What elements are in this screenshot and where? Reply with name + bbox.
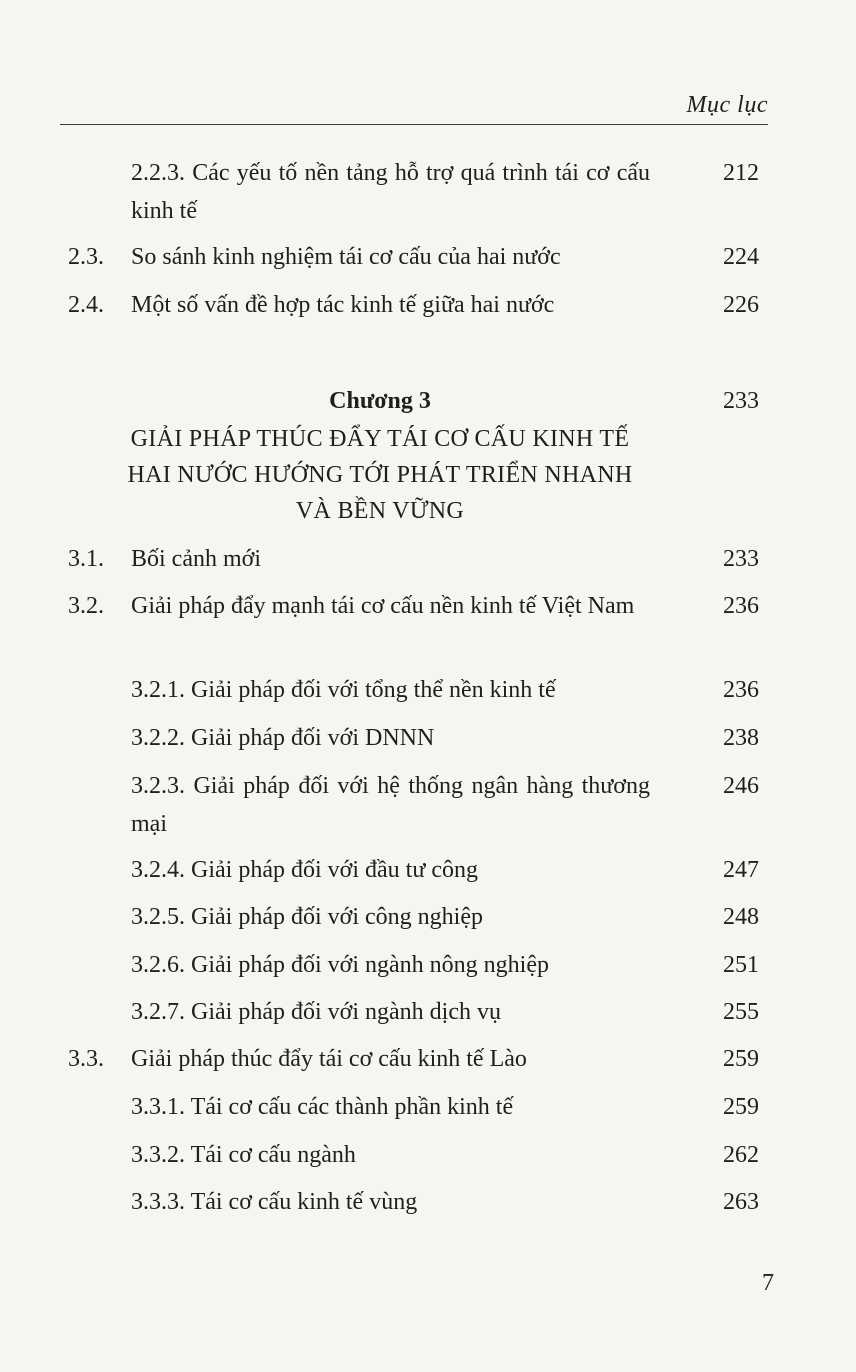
toc-entry-title: Bối cảnh mới bbox=[131, 546, 262, 572]
toc-entry-title: Giải pháp đẩy mạnh tái cơ cấu nền kinh tế Việt Nam bbox=[131, 593, 635, 619]
toc-entry[interactable] bbox=[0, 851, 856, 891]
toc-entry-number: 3.2.5. bbox=[131, 904, 185, 930]
toc-entry[interactable] bbox=[0, 946, 856, 986]
toc-entry-number: 2.4. bbox=[68, 292, 104, 318]
toc-entry-number: 3.3.2. bbox=[131, 1142, 185, 1168]
toc-entry-number: 3.3.1. bbox=[131, 1094, 185, 1120]
toc-entry-text bbox=[131, 154, 650, 230]
toc-entry-number: 2.3. bbox=[68, 244, 104, 270]
toc-entry-text bbox=[131, 719, 691, 757]
toc-entry[interactable] bbox=[0, 1136, 856, 1176]
toc-entry[interactable] bbox=[0, 587, 856, 667]
toc-entry-number: 3.2.4. bbox=[131, 857, 185, 883]
toc-entry-title: Giải pháp đối với ngành dịch vụ bbox=[191, 999, 501, 1025]
chapter-page: 233 bbox=[723, 388, 759, 414]
toc-entry-text bbox=[131, 1136, 691, 1174]
toc-entry-title: Giải pháp đối với DNNN bbox=[191, 725, 435, 751]
toc-entry-page: 212 bbox=[723, 160, 759, 186]
toc-entry-text bbox=[131, 671, 691, 709]
toc-entry-page: 259 bbox=[723, 1094, 759, 1120]
toc-entry-page: 236 bbox=[723, 593, 759, 619]
toc-entry[interactable] bbox=[0, 898, 856, 938]
toc-entry-page: 255 bbox=[723, 999, 759, 1025]
toc-entry-number: 2.2.3. bbox=[131, 160, 185, 186]
toc-entry-page: 236 bbox=[723, 677, 759, 703]
toc-entry-page: 247 bbox=[723, 857, 759, 883]
toc-entry-title: So sánh kinh nghiệm tái cơ cấu của hai nước bbox=[131, 244, 561, 270]
toc-entry-title: Giải pháp thúc đẩy tái cơ cấu kinh tế Lào bbox=[131, 1046, 527, 1072]
toc-entry-title: Các yếu tố nền tảng hỗ trợ quá trình tái cơ cấu kinh tế bbox=[131, 160, 650, 224]
toc-entry-page: 246 bbox=[723, 773, 759, 799]
toc-entry-number: 3.2.2. bbox=[131, 725, 185, 751]
toc-entry-page: 224 bbox=[723, 244, 759, 270]
toc-entry-title: Giải pháp đối với đầu tư công bbox=[191, 857, 478, 883]
toc-entry-number: 3.2.7. bbox=[131, 999, 185, 1025]
chapter-label: Chương 3 bbox=[329, 388, 431, 414]
toc-entry-page: 238 bbox=[723, 725, 759, 751]
toc-entry-text bbox=[131, 946, 691, 984]
toc-entry-text bbox=[131, 1183, 691, 1221]
toc-entry[interactable] bbox=[0, 1040, 856, 1080]
toc-entry-number: 3.2. bbox=[68, 593, 104, 619]
toc-entry-page: 226 bbox=[723, 292, 759, 318]
toc-entry[interactable] bbox=[0, 540, 856, 580]
toc-entry-page: 262 bbox=[723, 1142, 759, 1168]
toc-entry[interactable] bbox=[0, 1088, 856, 1128]
toc-entry-title: Giải pháp đối với công nghiệp bbox=[191, 904, 483, 930]
chapter-title-line: GIẢI PHÁP THÚC ĐẨY TÁI CƠ CẤU KINH TẾ bbox=[130, 426, 630, 452]
toc-entry-number: 3.1. bbox=[68, 546, 104, 572]
toc-entry-text bbox=[131, 993, 691, 1031]
toc-entry[interactable] bbox=[0, 286, 856, 326]
toc-entry[interactable] bbox=[0, 993, 856, 1033]
toc-entry-page: 248 bbox=[723, 904, 759, 930]
toc-entry[interactable] bbox=[0, 671, 856, 711]
toc-entry-page: 263 bbox=[723, 1189, 759, 1215]
toc-entry-number: 3.2.3. bbox=[131, 773, 185, 799]
toc-entry-title: Giải pháp đối với tổng thể nền kinh tế bbox=[191, 677, 556, 703]
running-header-title: Mục lục bbox=[686, 92, 768, 118]
toc-entry-title: Một số vấn đề hợp tác kinh tế giữa hai nước bbox=[131, 292, 555, 318]
toc-entry-page: 233 bbox=[723, 546, 759, 572]
toc-entry-title: Tái cơ cấu ngành bbox=[190, 1142, 356, 1168]
toc-entry-title: Giải pháp đối với hệ thống ngân hàng thương mại bbox=[131, 773, 651, 837]
toc-entry-title: Tái cơ cấu các thành phần kinh tế bbox=[190, 1094, 514, 1120]
page-number: 7 bbox=[762, 1270, 774, 1296]
chapter-title-line: VÀ BỀN VỮNG bbox=[295, 498, 465, 524]
toc-entry-number: 3.3. bbox=[68, 1046, 104, 1072]
toc-entry[interactable] bbox=[0, 238, 856, 278]
toc-entry-number: 3.2.6. bbox=[131, 952, 185, 978]
toc-entry[interactable] bbox=[0, 1183, 856, 1223]
toc-entry-text bbox=[131, 898, 691, 936]
toc-entry-title: Giải pháp đối với ngành nông nghiệp bbox=[191, 952, 549, 978]
toc-entry-text bbox=[131, 767, 650, 843]
chapter-title-line: HAI NƯỚC HƯỚNG TỚI PHÁT TRIỂN NHANH bbox=[127, 462, 633, 488]
toc-entry-number: 3.3.3. bbox=[131, 1189, 185, 1215]
toc-entry-title: Tái cơ cấu kinh tế vùng bbox=[190, 1189, 418, 1215]
toc-entry-page: 251 bbox=[723, 952, 759, 978]
toc-entry-number: 3.2.1. bbox=[131, 677, 185, 703]
toc-entry-text bbox=[131, 851, 691, 889]
toc-entry-page: 259 bbox=[723, 1046, 759, 1072]
toc-entry[interactable] bbox=[0, 767, 856, 847]
toc-entry[interactable] bbox=[0, 719, 856, 759]
toc-entry-text bbox=[131, 1088, 691, 1126]
toc-entry[interactable] bbox=[0, 154, 856, 234]
